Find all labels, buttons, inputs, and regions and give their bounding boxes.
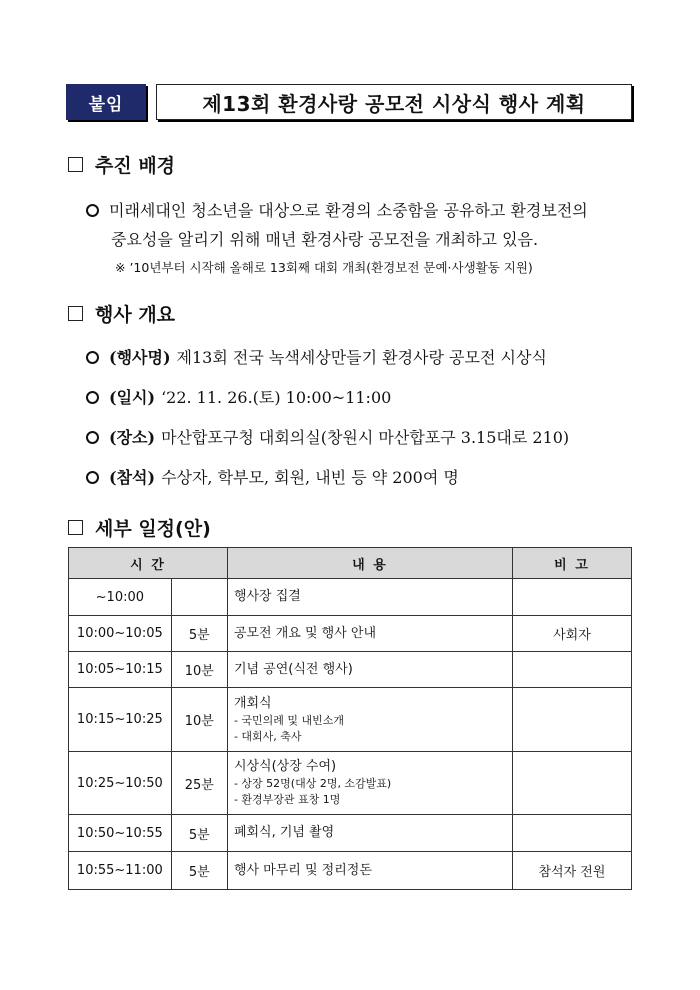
- content-main: 행사장 집결: [233, 589, 301, 604]
- background-bullet: [86, 198, 588, 221]
- content-main: 공모전 개요 및 행사 안내: [233, 625, 377, 641]
- table-row: [69, 852, 632, 890]
- cell-content: [227, 616, 512, 652]
- document-title: 제13회 환경사랑 공모전 시상식 행사 계획: [156, 84, 632, 120]
- table-row: [69, 752, 632, 815]
- content-main: 행사 마무리 및 정리정돈: [233, 862, 372, 878]
- content-detail: - 대회사, 축사: [233, 729, 302, 743]
- table-header-row: [69, 548, 632, 579]
- overview-item-value: 수상자, 학부모, 회원, 내빈 등 약 200여 명: [161, 468, 459, 487]
- overview-item-label: (행사명): [109, 348, 171, 367]
- cell-content: [227, 652, 512, 688]
- cell-note: [512, 652, 631, 688]
- cell-duration: 10분: [171, 652, 227, 688]
- cell-content: [227, 752, 512, 815]
- cell-duration: [171, 579, 227, 616]
- header-note: 비 고: [512, 548, 631, 579]
- section-title: 행사 개요: [95, 304, 176, 326]
- attachment-tag: 붙임: [66, 84, 146, 120]
- overview-item-value: 제13회 전국 녹색세상만들기 환경사랑 공모전 시상식: [176, 348, 547, 367]
- circle-bullet-icon: [86, 204, 99, 217]
- square-bullet-icon: [68, 520, 83, 535]
- circle-bullet-icon: [86, 391, 99, 404]
- table-row: [69, 688, 632, 752]
- background-note: ※ ’10년부터 시작해 올해로 13회째 대회 개최(환경보전 문예·사생활동 지원): [115, 260, 533, 275]
- background-text-line2: 중요성을 알리기 위해 매년 환경사랑 공모전을 개최하고 있음.: [111, 230, 539, 249]
- content-main: 개회식: [233, 695, 272, 711]
- content-main: 폐회식, 기념 촬영: [233, 825, 335, 840]
- overview-item-label: (장소): [109, 428, 156, 447]
- cell-time: 10:50~10:55: [69, 815, 172, 852]
- overview-item: [86, 345, 547, 368]
- cell-time: 10:05~10:15: [69, 652, 172, 688]
- content-detail: - 상장 52명(대상 2명, 소감발표): [233, 777, 392, 790]
- cell-content: [227, 852, 512, 890]
- circle-bullet-icon: [86, 431, 99, 444]
- header-content: 내 용: [227, 548, 512, 579]
- schedule-table: [68, 547, 632, 890]
- cell-content: [227, 688, 512, 752]
- table-row: [69, 815, 632, 852]
- cell-note: [512, 815, 631, 852]
- cell-time: ~10:00: [69, 579, 172, 616]
- document-header: [66, 84, 632, 120]
- content-main: 기념 공연(식전 행사): [233, 661, 353, 677]
- cell-duration: 25분: [171, 752, 227, 815]
- header-time: 시 간: [69, 548, 228, 579]
- section-title: 추진 배경: [95, 155, 176, 177]
- overview-item: [86, 425, 569, 448]
- table-row: [69, 652, 632, 688]
- cell-time: 10:15~10:25: [69, 688, 172, 752]
- section-schedule-heading: [68, 514, 211, 541]
- cell-content: [227, 579, 512, 616]
- table-row: [69, 579, 632, 616]
- square-bullet-icon: [68, 306, 83, 321]
- content-detail: - 환경부장관 표창 1명: [233, 793, 341, 806]
- cell-time: 10:55~11:00: [69, 852, 172, 890]
- cell-note: [512, 579, 631, 616]
- background-text-line1: 미래세대인 청소년을 대상으로 환경의 소중함을 공유하고 환경보전의: [109, 201, 588, 220]
- content-detail: - 국민의례 및 내빈소개: [233, 713, 345, 727]
- overview-item: [86, 385, 391, 408]
- cell-content: [227, 815, 512, 852]
- overview-item-value: 마산합포구청 대회의실(창원시 마산합포구 3.15대로 210): [161, 428, 570, 447]
- cell-duration: 5분: [171, 815, 227, 852]
- overview-item: [86, 465, 459, 488]
- overview-item-label: (일시): [109, 388, 156, 407]
- section-title: 세부 일정(안): [95, 518, 211, 540]
- section-overview-heading: [68, 300, 175, 327]
- cell-time: 10:25~10:50: [69, 752, 172, 815]
- circle-bullet-icon: [86, 471, 99, 484]
- overview-item-label: (참석): [109, 468, 156, 487]
- content-main: 시상식(상장 수여): [233, 759, 337, 774]
- cell-note: [512, 688, 631, 752]
- overview-item-value: ‘22. 11. 26.(토) 10:00~11:00: [161, 388, 392, 407]
- square-bullet-icon: [68, 157, 83, 172]
- cell-note: 사회자: [512, 616, 631, 652]
- cell-duration: 5분: [171, 852, 227, 890]
- section-background-heading: [68, 151, 175, 178]
- circle-bullet-icon: [86, 351, 99, 364]
- table-row: [69, 616, 632, 652]
- cell-time: 10:00~10:05: [69, 616, 172, 652]
- cell-note: 참석자 전원: [512, 852, 631, 890]
- cell-duration: 5분: [171, 616, 227, 652]
- cell-duration: 10분: [171, 688, 227, 752]
- cell-note: [512, 752, 631, 815]
